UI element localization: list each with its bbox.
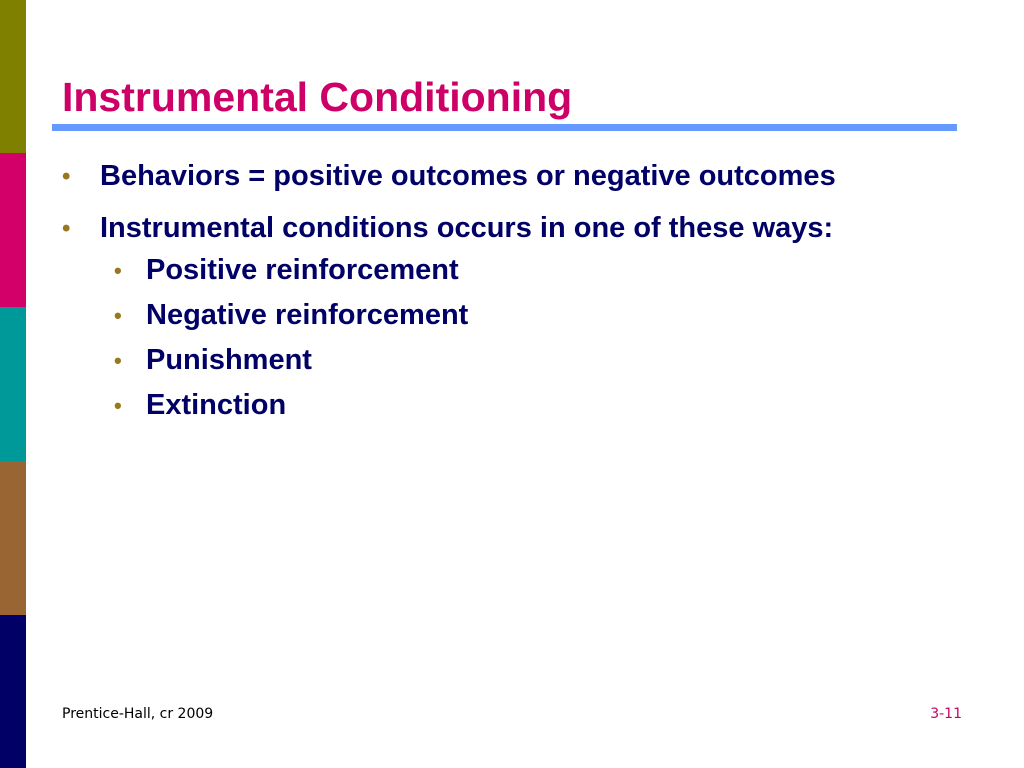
sub-bullet-dot-icon: •	[114, 303, 122, 328]
sub-bullet-item	[62, 342, 982, 379]
sub-bullet-dot-icon: •	[114, 258, 122, 283]
bullet-item	[62, 210, 982, 247]
title-underline-rule	[52, 124, 957, 131]
sub-bullet-text: Punishment	[146, 344, 312, 376]
sub-bullet-text: Positive reinforcement	[146, 254, 459, 286]
sub-bullet-item	[62, 252, 982, 289]
footer-page-number: 3-11	[930, 706, 962, 722]
bullet-text: Instrumental conditions occurs in one of these ways:	[100, 212, 834, 244]
bullet-dot-icon: •	[62, 215, 71, 242]
bullet-dot-icon: •	[62, 163, 71, 190]
side-bar-segment-teal	[0, 307, 26, 461]
slide-body	[62, 158, 982, 432]
footer-source: Prentice-Hall, cr 2009	[62, 706, 214, 722]
bullet-text: Behaviors = positive outcomes or negative outcomes	[100, 160, 836, 192]
side-bar-segment-olive	[0, 0, 26, 153]
sub-bullet-dot-icon: •	[114, 393, 122, 418]
sub-bullet-list	[62, 252, 982, 424]
bullet-item	[62, 158, 982, 195]
side-bar-segment-brown	[0, 461, 26, 615]
sub-bullet-dot-icon: •	[114, 348, 122, 373]
side-bar-segment-navy	[0, 615, 26, 768]
side-color-bar	[0, 0, 26, 768]
sub-bullet-item	[62, 297, 982, 334]
sub-bullet-text: Negative reinforcement	[146, 299, 469, 331]
side-bar-segment-magenta	[0, 153, 26, 307]
sub-bullet-item	[62, 387, 982, 424]
slide-title: Instrumental Conditioning	[62, 74, 573, 120]
sub-bullet-text: Extinction	[146, 389, 287, 421]
